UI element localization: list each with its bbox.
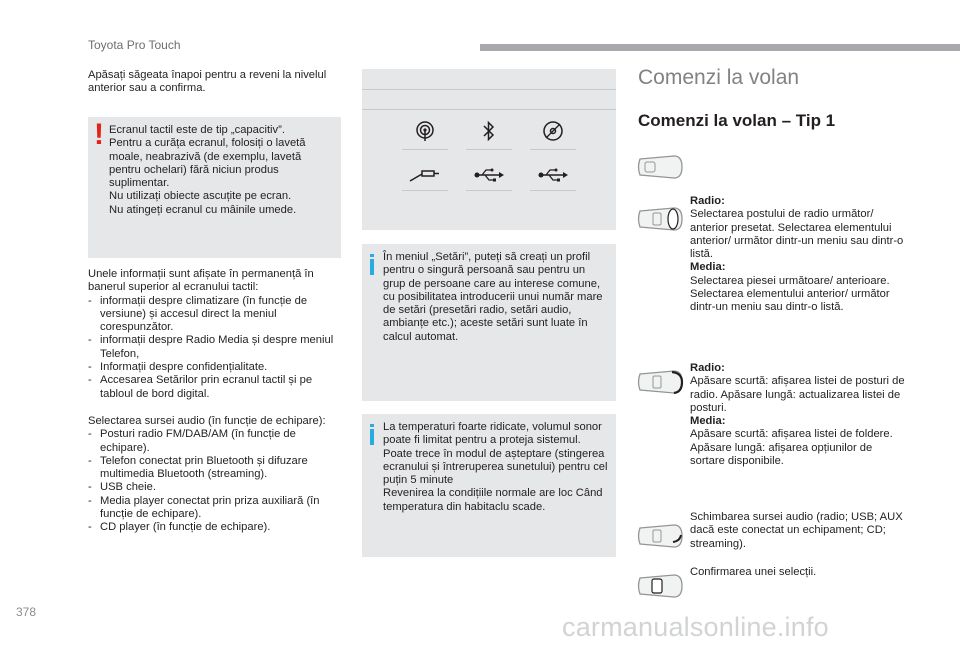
header-bar xyxy=(480,44,960,51)
banner-section xyxy=(88,268,346,401)
entry-label: Radio: xyxy=(690,195,725,207)
divider xyxy=(402,190,448,191)
list-item: - CD player (în funcție de echipare). xyxy=(88,521,346,534)
steering-control-confirm-icon xyxy=(636,571,684,601)
watermark: carmanualsonline.info xyxy=(562,612,829,642)
list-item: - informații despre climatizare (în funcție de versiune) și accesul direct la meniul corespunzător. xyxy=(88,295,346,335)
source-section xyxy=(88,415,346,535)
usb-icon xyxy=(537,167,569,183)
info-text-extra: Revenirea la condițiile normale are loc Când temperatura din habitaclu scade. xyxy=(383,487,603,513)
info-icon xyxy=(370,424,374,427)
info-text-main: La temperaturi foarte ridicate, volumul sonor poate fi limitat pentru a proteja sistemul. Poate trece în modul de așteptare (stingerea ecranului și întreruperea sunetului) pentru cel puțin 5 minute xyxy=(383,421,608,487)
entry-1 xyxy=(690,195,910,315)
info-box-profiles xyxy=(362,244,616,401)
divider xyxy=(530,149,576,150)
steering-control-end-button-icon xyxy=(636,367,684,397)
entry-2 xyxy=(690,362,910,468)
steering-control-source-icon xyxy=(636,521,684,551)
steering-control-thumbwheel-icon xyxy=(636,204,684,234)
warning-line: Ecranul tactil este de tip „capacitiv”. xyxy=(109,124,285,136)
cd-disc-icon xyxy=(542,120,564,142)
section-title: Comenzi la volan xyxy=(638,66,800,89)
warning-line: Pentru a curăța ecranul, folosiți o lavetă moale, neabrazivă (de exemplu, lavetă pentru ochelari) fără niciun produs suplimentar. xyxy=(109,137,306,190)
entry-label: Media: xyxy=(690,261,726,274)
list-item: - Telefon conectat prin Bluetooth și difuzare multimedia Bluetooth (streaming). xyxy=(88,455,346,482)
intro-text: Apăsați săgeata înapoi pentru a reveni la nivelul anterior sau a confirma. xyxy=(88,69,327,95)
page-number: 378 xyxy=(16,605,37,619)
info-icon-bar xyxy=(370,429,374,445)
divider xyxy=(530,190,576,191)
subsection-title: Comenzi la volan – Tip 1 xyxy=(638,111,836,130)
running-header: Toyota Pro Touch xyxy=(88,38,181,52)
info-icon-bar xyxy=(370,259,374,275)
list-item: - Informații despre confidențialitate. xyxy=(88,361,346,374)
entry-label: Media: xyxy=(690,415,726,428)
aux-jack-icon xyxy=(408,167,440,183)
info-text: În meniul „Setări”, puteți să creați un profil pentru o singură persoană sau pentru un grup de persoane care au interese comune, cu posibilitatea introducerii unui număr mare de setări (presetări radio, setări audio, ambianțe etc.); aceste setări sunt luate în calcul automat. xyxy=(383,251,603,343)
list-item: - Accesarea Setărilor prin ecranul tactil și pe tabloul de bord digital. xyxy=(88,374,346,401)
list-item: - USB cheie. xyxy=(88,481,346,494)
divider xyxy=(466,149,512,150)
warning-line: Nu atingeți ecranul cu mâinile umede. xyxy=(109,203,297,216)
entry-text: Selectarea postului de radio următor/ anterior presetat. Selectarea elementului anterior/ următor dintr-un meniu sau dintr-o listă. xyxy=(690,208,904,261)
entry-4: Confirmarea unei selecții. xyxy=(690,566,817,578)
divider xyxy=(402,149,448,150)
source-intro: Selectarea sursei audio (în funcție de echipare): xyxy=(88,415,326,427)
radio-antenna-icon xyxy=(414,120,436,142)
entry-3: Schimbarea sursei audio (radio; USB; AUX dacă este conectat un echipament; CD; streaming). xyxy=(690,511,903,550)
list-item: - Media player conectat prin priza auxiliară (în funcție de echipare). xyxy=(88,495,346,522)
info-text xyxy=(383,421,609,514)
divider xyxy=(362,89,616,90)
warning-icon: ! xyxy=(94,118,104,151)
info-box-temperature xyxy=(362,414,616,557)
list-item: - informații despre Radio Media și despre meniul Telefon, xyxy=(88,334,346,361)
bluetooth-icon xyxy=(481,120,497,142)
info-icon xyxy=(370,254,374,257)
divider xyxy=(362,109,616,110)
media-screen-illustration xyxy=(362,69,616,230)
warning-text xyxy=(109,124,327,217)
list-item: - Posturi radio FM/DAB/AM (în funcție de echipare). xyxy=(88,428,346,455)
steering-control-stalk-icon xyxy=(636,152,684,182)
banner-intro: Unele informații sunt afișate în permanență în banerul superior al ecranului tactil: xyxy=(88,268,314,294)
warning-box xyxy=(88,117,341,258)
entry-text: Selectarea piesei următoare/ anterioare. Selectarea elementului anterior/ următor dintr-un meniu sau dintr-o listă. xyxy=(690,274,890,314)
entry-text: Apăsare scurtă: afișarea listei de foldere. Apăsare lungă: afișarea opțiunilor de sortare disponibile. xyxy=(690,428,893,468)
warning-line: Nu utilizați obiecte ascuțite pe ecran. xyxy=(109,190,292,203)
usb-icon xyxy=(473,167,505,183)
entry-text: Apăsare scurtă: afișarea listei de posturi de radio. Apăsare lungă: actualizarea listei de posturi. xyxy=(690,375,905,414)
divider xyxy=(466,190,512,191)
entry-label: Radio: xyxy=(690,362,725,374)
